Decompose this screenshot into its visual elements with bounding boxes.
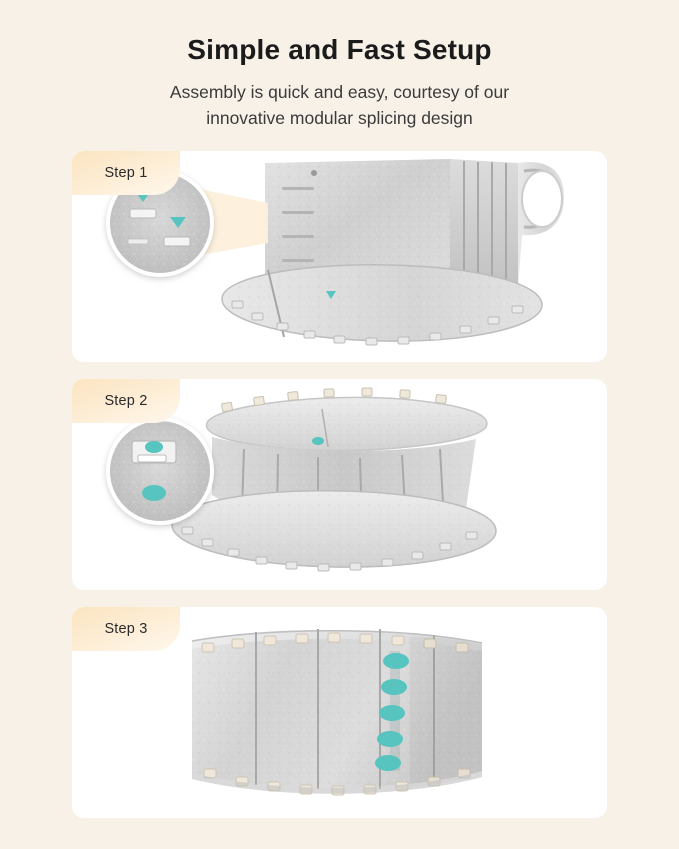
step-card-3 xyxy=(72,607,607,818)
page-title: Simple and Fast Setup xyxy=(187,34,492,65)
page-subtitle xyxy=(90,80,590,131)
step-badge-label: Step 1 xyxy=(104,164,148,181)
step-card-2 xyxy=(72,379,607,590)
step-badge-label: Step 2 xyxy=(104,392,148,409)
step-badge-3 xyxy=(72,607,180,651)
step-badge-1 xyxy=(72,151,180,195)
steps-container xyxy=(0,151,679,818)
page-subtitle-line-1: Assembly is quick and easy, courtesy of our xyxy=(169,82,510,103)
step-card-1 xyxy=(72,151,607,362)
step-badge-2 xyxy=(72,379,180,423)
page-subtitle-line-2: innovative modular splicing design xyxy=(206,107,473,128)
step-badge-label: Step 3 xyxy=(104,620,148,637)
page-header xyxy=(0,0,679,131)
